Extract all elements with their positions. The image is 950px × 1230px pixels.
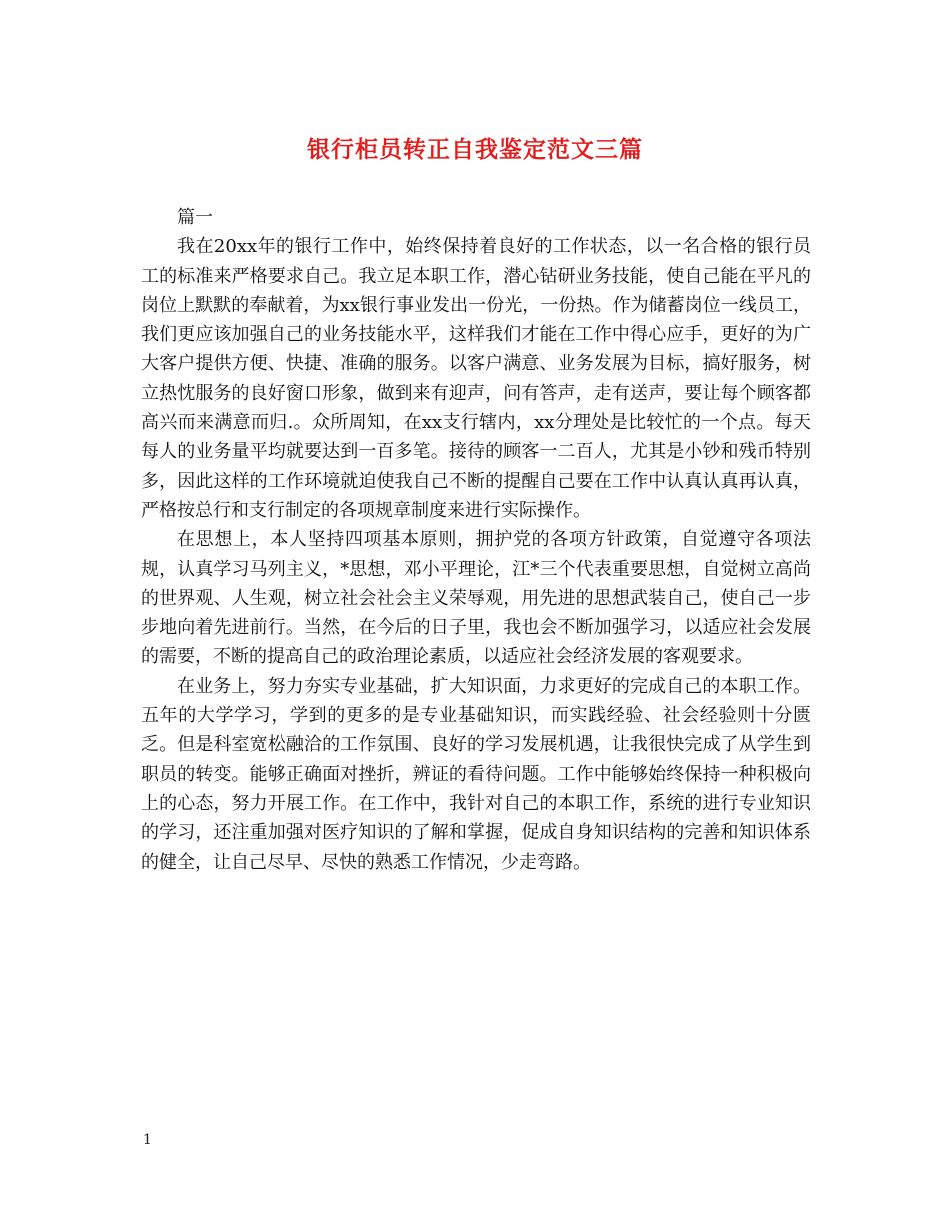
paragraph-2: 在思想上，本人坚持四项基本原则，拥护党的各项方针政策，自觉遵守各项法规，认真学习马列主义，*思想，邓小平理论，江*三个代表重要思想，自觉树立高尚的世界观、人生观，树立社会社会主义荣辱观，用先进的思想武装自己，使自己一步步地向着先进前行。当然，在今后的日子里，我也会不断加强学习，以适应社会发展的需要，不断的提高自己的政治理论素质，以适应社会经济发展的客观要求。 <box>141 529 811 668</box>
section-label: 篇一 <box>177 207 213 228</box>
document-body <box>141 203 811 877</box>
paragraph-1: 我在20xx年的银行工作中，始终保持着良好的工作状态，以一名合格的银行员工的标准来严格要求自己。我立足本职工作，潜心钻研业务技能，使自己能在平凡的岗位上默默的奉献着，为xx银行事业发出一份光，一份热。作为储蓄岗位一线员工，我们更应该加强自己的业务技能水平，这样我们才能在工作中得心应手，更好的为广大客户提供方便、快捷、准确的服务。以客户满意、业务发展为目标，搞好服务，树立热忱服务的良好窗口形象，做到来有迎声，问有答声，走有送声，要让每个顾客都高兴而来满意而归.。众所周知，在xx支行辖内，xx分理处是比较忙的一个点。每天每人的业务量平均就要达到一百多笔。接待的顾客一二百人，尤其是小钞和残币特别多，因此这样的工作环境就迫使我自己不断的提醒自己要在工作中认真认真再认真，严格按总行和支行制定的各项规章制度来进行实际操作。 <box>141 236 811 521</box>
paragraph-3: 在业务上，努力夯实专业基础，扩大知识面，力求更好的完成自己的本职工作。五年的大学学习，学到的更多的是专业基础知识，而实践经验、社会经验则十分匮乏。但是科室宽松融洽的工作氛围、良好的学习发展机遇，让我很快完成了从学生到职员的转变。能够正确面对挫折，辨证的看待问题。工作中能够始终保持一种积极向上的心态，努力开展工作。在工作中，我针对自己的本职工作，系统的进行专业知识的学习，还注重加强对医疗知识的了解和掌握，促成自身知识结构的完善和知识体系的健全，让自己尽早、尽快的熟悉工作情况，少走弯路。 <box>141 675 811 873</box>
document-title: 银行柜员转正自我鉴定范文三篇 <box>307 136 643 163</box>
page-number: 1 <box>143 1132 152 1148</box>
